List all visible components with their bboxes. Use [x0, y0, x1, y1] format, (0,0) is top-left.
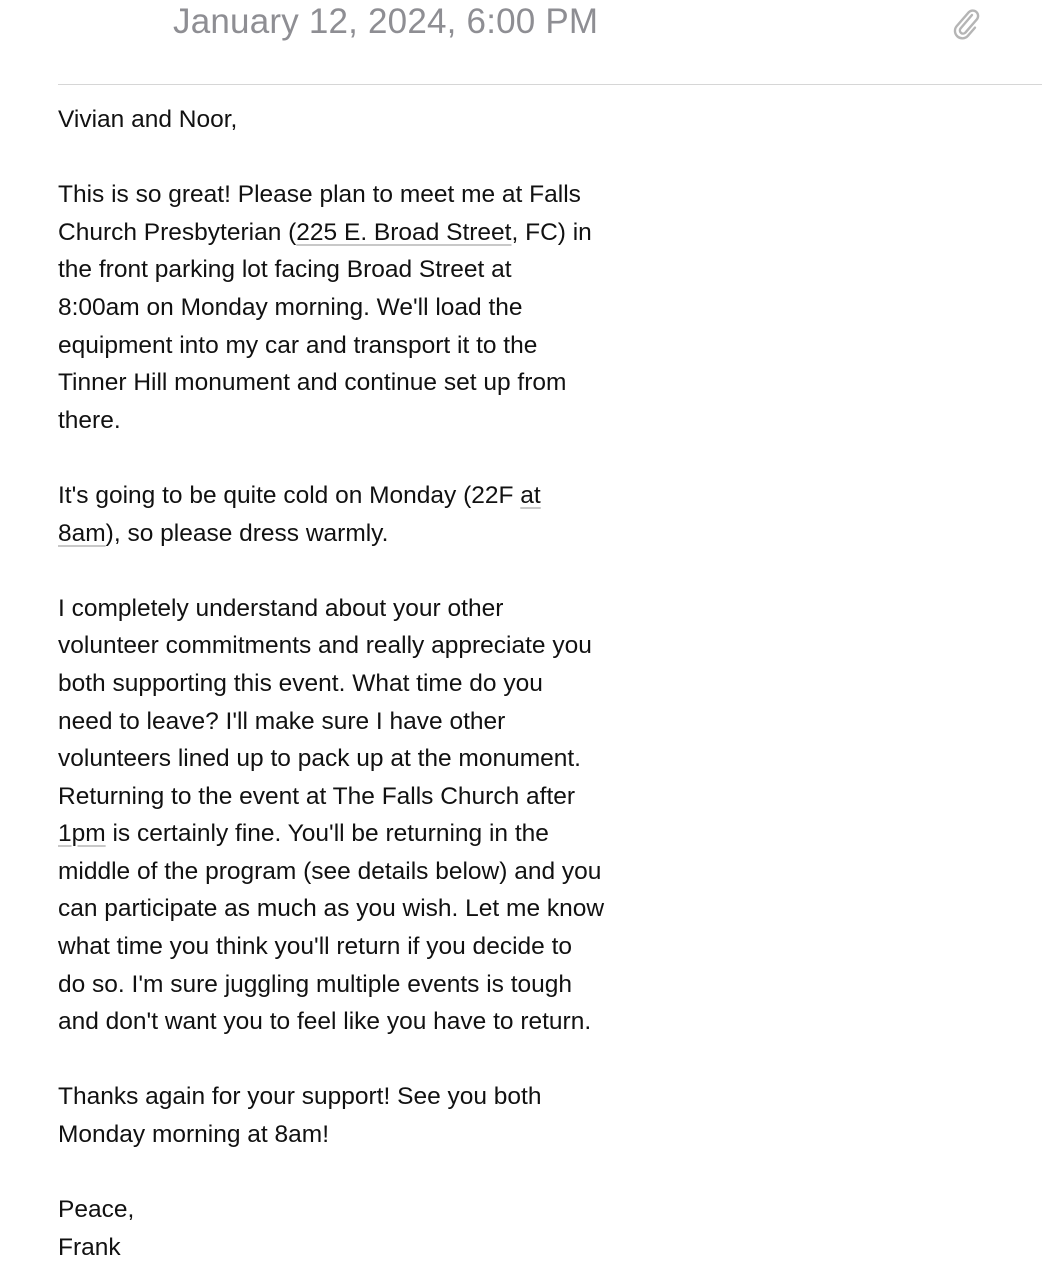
- signature: Frank: [58, 1233, 121, 1261]
- text-fragment: is certainly fine. You'll be returning in the: [105, 820, 549, 848]
- time-link[interactable]: 1pm: [58, 820, 106, 848]
- text-line: Monday morning at 8am!: [58, 1121, 329, 1149]
- paperclip-icon[interactable]: [948, 6, 984, 42]
- text-line: middle of the program (see details below) and you: [58, 857, 602, 885]
- address-link[interactable]: 225 E. Broad Street: [296, 218, 512, 246]
- paragraph-gap: [58, 439, 698, 477]
- email-date: January 12, 2024, 6:00 PM: [173, 2, 599, 41]
- paragraph-gap: [58, 1154, 698, 1192]
- paragraph-meeting: [58, 176, 698, 439]
- text-line: [58, 214, 698, 252]
- paragraph-commitments: [58, 590, 698, 1041]
- time-link[interactable]: at: [520, 481, 541, 509]
- text-line: [58, 815, 698, 853]
- email-body: [58, 101, 698, 1266]
- text-line: Returning to the event at The Falls Church after: [58, 782, 576, 810]
- time-link[interactable]: 8am: [58, 519, 106, 547]
- text-line: equipment into my car and transport it to the: [58, 331, 538, 359]
- text-line: need to leave? I'll make sure I have other: [58, 707, 506, 735]
- paragraph-gap: [58, 552, 698, 590]
- text-line: Tinner Hill monument and continue set up from: [58, 369, 567, 397]
- text-line: [58, 515, 698, 553]
- text-line: both supporting this event. What time do you: [58, 669, 543, 697]
- text-line: I completely understand about your other: [58, 594, 504, 622]
- paragraph-gap: [58, 1041, 698, 1079]
- text-line: [58, 477, 698, 515]
- text-line: there.: [58, 406, 121, 434]
- text-line: volunteer commitments and really appreciate you: [58, 632, 592, 660]
- text-line: volunteers lined up to pack up at the monument.: [58, 745, 581, 773]
- paragraph-gap: [58, 139, 698, 177]
- text-fragment: ), so please dress warmly.: [105, 519, 389, 547]
- text-line: can participate as much as you wish. Let me know: [58, 895, 605, 923]
- text-line: This is so great! Please plan to meet me at Falls: [58, 181, 581, 209]
- signoff: Peace,: [58, 1196, 135, 1224]
- header-divider: [58, 84, 1042, 85]
- text-line: the front parking lot facing Broad Street at: [58, 256, 512, 284]
- text-fragment: , FC) in: [511, 218, 592, 246]
- text-line: do so. I'm sure juggling multiple events is tough: [58, 970, 573, 998]
- text-line: and don't want you to feel like you have to return.: [58, 1008, 592, 1036]
- text-line: what time you think you'll return if you decide to: [58, 933, 572, 961]
- text-fragment: It's going to be quite cold on Monday (22F: [58, 481, 521, 509]
- text-line: Thanks again for your support! See you both: [58, 1083, 542, 1111]
- paragraph-thanks: [58, 1078, 698, 1153]
- text-line: 8:00am on Monday morning. We'll load the: [58, 293, 523, 321]
- paragraph-weather: [58, 477, 698, 552]
- text-fragment: Church Presbyterian (: [58, 218, 297, 246]
- greeting: Vivian and Noor,: [58, 106, 238, 133]
